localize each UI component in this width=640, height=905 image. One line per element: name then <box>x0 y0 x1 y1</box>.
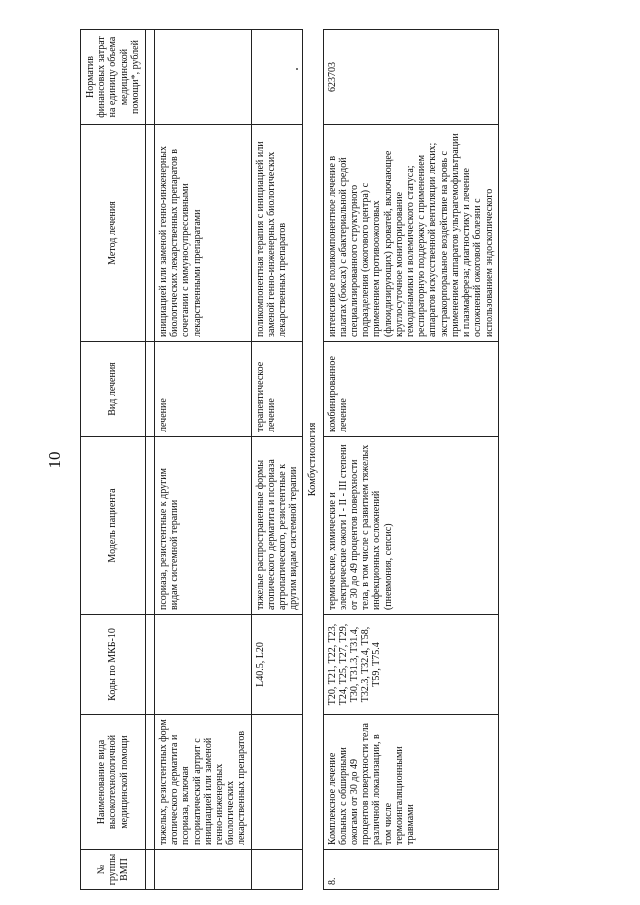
rotated-page <box>45 30 590 890</box>
page-number: 10 <box>45 451 64 469</box>
header-cost-norm: Норматив финансовых затрат на единицу объема медицинской помощи*, рублей <box>81 30 146 125</box>
cell-num <box>251 850 303 890</box>
header-treatment-type: Вид лечения <box>81 342 146 437</box>
cell-num: 8. <box>323 850 498 890</box>
cell-name <box>251 715 303 850</box>
cell-method: интенсивное поликомпонентное лечение в палатах (боксах) с абактериальной средой специализированного структурного подразделения (ожогового центра) с применением противоожоговых (флюидизирующих) кроватей, включающее круглосуточное мониторирование гемодинамики и волемического статуса; респираторную поддержку с применением аппаратов искусственной вентиляции легких; экстракорпоральное воздействие на кровь с применением аппаратов ультрагемофильтрации и плазмафереза; диагностику и лечение осложнений ожоговой болезни с использованием эндоскопического <box>323 125 498 342</box>
vmp-table <box>80 29 499 890</box>
cell-model: тяжелые распространенные формы атопического дерматита и псориаза артропатического, резистентные к другим видам системной терапии <box>251 437 303 615</box>
cell-method: поликомпонентная терапия с инициацией или заменой генно-инженерных биологических лекарственных препаратов <box>251 125 303 342</box>
header-patient-model: Модель пациента <box>81 437 146 615</box>
cell-num <box>155 850 252 890</box>
cell-codes: L40.5, L20 <box>251 615 303 715</box>
spacer-row <box>146 30 155 890</box>
header-group-number: № группы ВМП <box>81 850 146 890</box>
table-header-row <box>81 30 146 890</box>
cell-name: Комплексное лечение больных с обширными ожогами от 30 до 49 процентов поверхности тела различной локализации, в том числе термоингаляционными травмами <box>323 715 498 850</box>
cell-model: псориаза, резистентные к другим видам системной терапии <box>155 437 252 615</box>
header-icd-codes: Коды по МКБ-10 <box>81 615 146 715</box>
table-row <box>251 30 303 890</box>
table-row <box>155 30 252 890</box>
cell-type: комбинированное лечение <box>323 342 498 437</box>
section-row <box>303 30 323 890</box>
cell-codes: T20, T21, T22, T23, T24, T25, T27, T29, T30, T31.3, T31.4, T32.3, T32.4, T58, T59, T75.4 <box>323 615 498 715</box>
header-care-type: Наименование вида высокотехнологичной медицинской помощи <box>81 715 146 850</box>
cell-type: лечение <box>155 342 252 437</box>
cell-type: терапевтическое лечение <box>251 342 303 437</box>
table-row <box>323 30 498 890</box>
cell-norm <box>155 30 252 125</box>
section-title: Комбустиология <box>303 30 323 890</box>
cell-codes <box>155 615 252 715</box>
header-treatment-method: Метод лечения <box>81 125 146 342</box>
cell-method: инициацией или заменой генно-инженерных биологических лекарственных препаратов в сочетании с иммуносупрессивными лекарственными препаратами <box>155 125 252 342</box>
cell-norm <box>251 30 303 125</box>
cell-name: тяжелых, резистентных форм атопического дерматита и псориаза, включая псориатический артрит с инициацией или заменой генно-инженерных биологических лекарственных препаратов <box>155 715 252 850</box>
cell-norm: 623703 <box>323 30 498 125</box>
cell-model: термические, химические и электрические ожоги I - II - III степени от 30 до 49 процентов поверхности тела, в том числе с развитием тяжелых инфекционных осложнений (пневмония, сепсис) <box>323 437 498 615</box>
